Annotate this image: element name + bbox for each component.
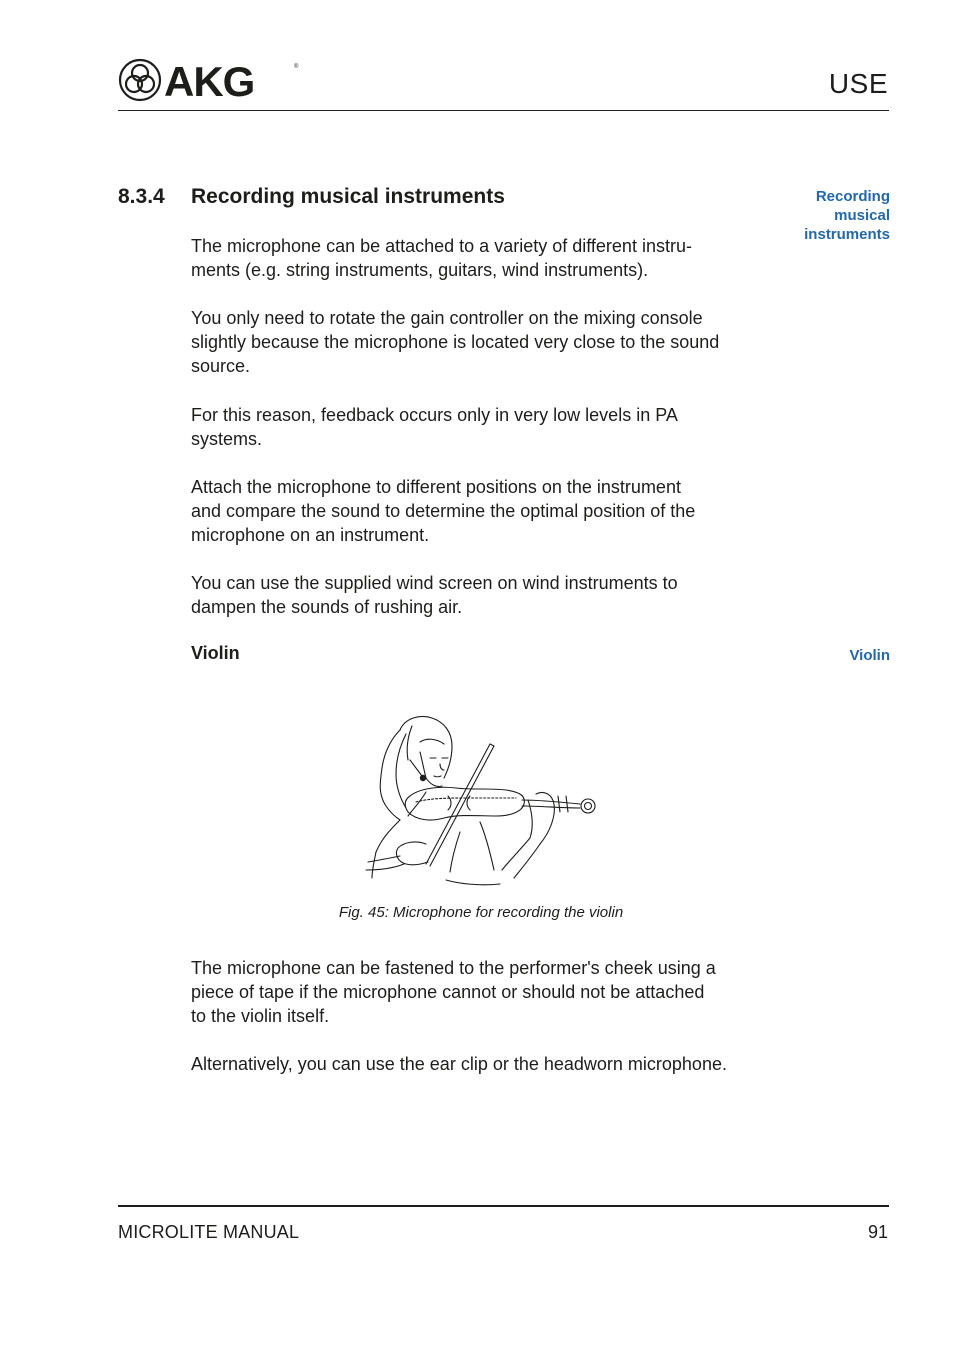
- margin-note-recording: Recording musical instruments: [804, 188, 890, 243]
- violinist-illustration: [360, 712, 605, 887]
- body-paragraph: You can use the supplied wind screen on wind instruments to dampen the sounds of rushing air.: [191, 573, 678, 618]
- body-paragraph: The microphone can be attached to a variety of different instru- ments (e.g. string instruments, guitars, wind instruments).: [191, 236, 692, 281]
- body-paragraph: For this reason, feedback occurs only in very low levels in PA systems.: [191, 405, 678, 450]
- margin-note-violin: Violin: [849, 647, 890, 664]
- body-paragraph: The microphone can be fastened to the performer's cheek using a piece of tape if the microphone cannot or should not be attached to the violin itself.: [191, 958, 716, 1027]
- footer-divider: [118, 1205, 889, 1207]
- brand-wordmark: AKG: [164, 58, 255, 102]
- akg-logo: [118, 58, 300, 102]
- footer-manual-title: MICROLITE MANUAL: [118, 1222, 300, 1242]
- section-tag: USE: [828, 68, 888, 99]
- body-paragraph: Attach the microphone to different positions on the instrument and compare the sound to determine the optimal position of the microphone on an instrument.: [191, 477, 696, 546]
- subheading-violin: Violin: [191, 643, 240, 663]
- svg-text:®: ®: [294, 64, 299, 70]
- header-divider: [118, 110, 889, 111]
- figure-caption: Fig. 45: Microphone for recording the violin: [338, 904, 624, 921]
- section-title: Recording musical instruments: [191, 185, 505, 208]
- section-number: 8.3.4: [118, 185, 165, 208]
- body-paragraph: You only need to rotate the gain controller on the mixing console slightly because the microphone is located very close to the sound source.: [191, 308, 720, 377]
- body-paragraph: Alternatively, you can use the ear clip or the headworn microphone.: [191, 1054, 727, 1074]
- section-heading: [118, 184, 505, 210]
- page-number: 91: [867, 1222, 888, 1242]
